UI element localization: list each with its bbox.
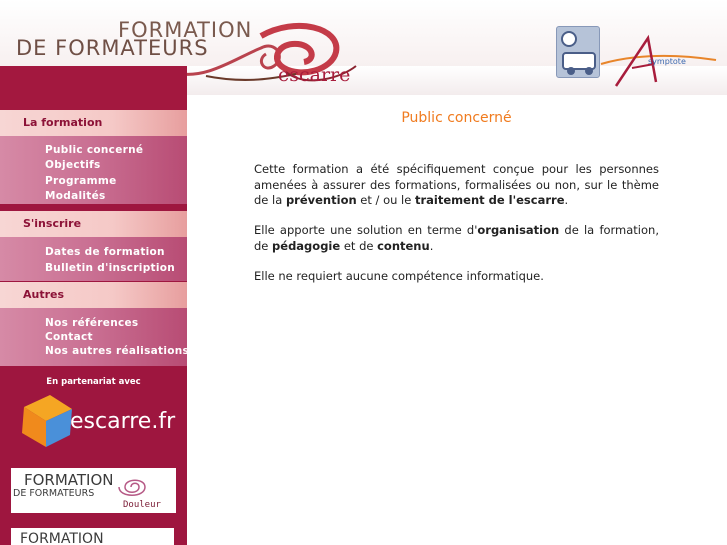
nav-nos-autres-realisations[interactable]: Nos autres réalisations: [45, 345, 190, 357]
bold-text: contenu: [377, 238, 430, 253]
partner-emblem-icon: [556, 26, 600, 78]
sidebar-top: [0, 66, 187, 110]
spiral-icon: [111, 472, 151, 502]
logo-text-formation: FORMATION: [118, 18, 253, 42]
section-title: Autres: [23, 288, 65, 301]
formation-douleur-logo[interactable]: [11, 468, 176, 513]
bold-text: pédagogie: [272, 238, 341, 253]
text: Cette formation a été spécifiquement conçue pour les personnes amenées à assurer des formations, formalisées ou non, sur le thème de la: [254, 162, 659, 207]
section-title: S'inscrire: [23, 217, 82, 230]
partner-logo-asymptote[interactable]: [556, 24, 721, 90]
section-menu-la-formation: [0, 136, 187, 204]
section-header-s-inscrire: [0, 211, 187, 237]
text: et / ou le: [356, 193, 415, 207]
text: .: [429, 238, 434, 253]
partner-logo-text: symptote: [648, 57, 686, 66]
text: Elle apporte une solution en terme d': [254, 223, 478, 237]
bold-text: traitement de l'escarre: [415, 193, 565, 207]
section-header-autres: [0, 282, 187, 308]
bold-text: organisation: [477, 223, 560, 237]
nav-nos-references[interactable]: Nos références: [45, 317, 139, 329]
fd-logo-line2: DE FORMATEURS: [13, 488, 95, 499]
nav-public-concerne[interactable]: Public concerné: [45, 144, 144, 156]
logo-text-escarre: escarre: [278, 64, 351, 86]
formation-logo-2[interactable]: [11, 528, 174, 545]
nav-programme[interactable]: Programme: [45, 175, 117, 187]
partner-label: En partenariat avec: [46, 377, 141, 387]
nav-dates-de-formation[interactable]: Dates de formation: [45, 246, 165, 258]
bold-text: prévention: [285, 193, 357, 207]
logo-text-de-formateurs: DE FORMATEURS: [16, 36, 209, 60]
page-title: Public concerné: [401, 110, 512, 126]
intro-paragraph: [254, 162, 659, 209]
solution-paragraph: [254, 223, 659, 254]
text: et de: [340, 238, 378, 253]
fd-logo-line1: FORMATION: [24, 471, 114, 489]
section-menu-autres: [0, 308, 190, 366]
section-menu-s-inscrire: [0, 237, 187, 281]
escarre-fr-text: escarre.fr: [70, 409, 176, 434]
f3-logo-line1: FORMATION: [20, 531, 104, 545]
nav-modalites[interactable]: Modalités: [45, 190, 106, 202]
requirements-paragraph: Elle ne requiert aucune compétence informatique.: [254, 269, 544, 283]
text: .: [564, 193, 569, 207]
nav-bulletin-d-inscription[interactable]: Bulletin d'inscription: [45, 262, 176, 274]
text: de la formation, de: [254, 223, 659, 253]
nav-contact[interactable]: Contact: [45, 331, 93, 343]
fd-logo-line3: Douleur: [123, 500, 161, 510]
nav-objectifs[interactable]: Objectifs: [45, 159, 101, 171]
section-header-la-formation: [0, 110, 187, 136]
section-title: La formation: [23, 116, 103, 129]
cube-icon: [18, 389, 78, 451]
